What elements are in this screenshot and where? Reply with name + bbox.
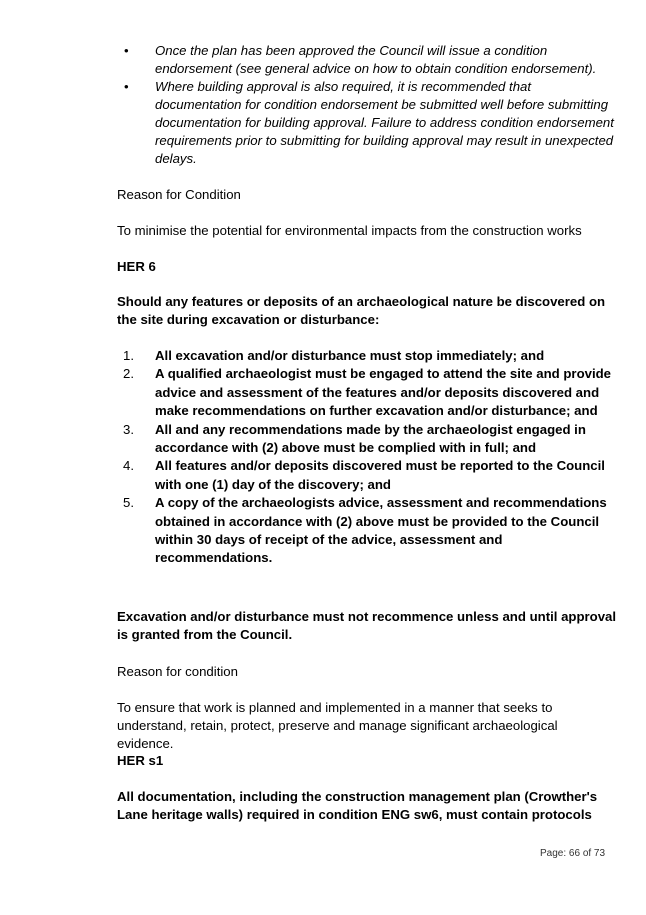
her6-intro: Should any features or deposits of an archaeological nature be discovered on the site during excavation or disturbance: [117,294,606,327]
reason-for-condition-text: To minimise the potential for environmental impacts from the construction works [117,223,582,238]
hers1-text: All documentation, including the construction management plan (Crowther's Lane heritage walls) required in condition ENG sw6, must contain protocols [117,789,598,822]
item-text: All excavation and/or disturbance must stop immediately; and [155,348,545,363]
item-number: 4. [123,458,134,474]
item-number: 3. [123,421,134,437]
endorsement-bullet-list [117,42,617,168]
item-number: 1. [123,348,134,363]
bullet-text: Where building approval is also required, it is recommended that documentation for condition endorsement be submitted well before submitting documentation for building approval. Failure to address condition endorsement requirements prior to submitting for building approval may result in unexpected delays. [155,79,614,166]
numbered-item [117,494,617,568]
bullet-symbol: • [124,43,129,58]
numbered-item [117,365,617,420]
her6-closing-statement: Excavation and/or disturbance must not recommence unless and until approval is granted from the Council. [117,609,617,642]
hers1-heading: HER s1 [117,753,164,768]
numbered-item [117,421,617,458]
her6-numbered-list [117,347,617,568]
bullet-item [117,78,617,168]
reason-for-condition-heading-2: Reason for condition [117,664,238,679]
numbered-item [117,347,617,365]
item-text: All features and/or deposits discovered must be reported to the Council with one (1) day of the discovery; and [155,458,605,492]
her6-heading: HER 6 [117,259,156,274]
item-text: A copy of the archaeologists advice, assessment and recommendations obtained in accordance with (2) above must be provided to the Council within 30 days of receipt of the advice, assessment and recommendations. [155,495,607,566]
bullet-symbol: • [124,79,129,94]
reason-for-condition-text-2: To ensure that work is planned and implemented in a manner that seeks to understand, retain, protect, preserve and manage significant archaeological evidence. [117,700,558,751]
numbered-item [117,457,617,494]
bullet-item [117,42,617,78]
bullet-text: Once the plan has been approved the Council will issue a condition endorsement (see general advice on how to obtain condition endorsement). [155,43,597,76]
item-text: A qualified archaeologist must be engaged to attend the site and provide advice and assessment of the features and/or deposits discovered and make recommendations on further excavation and/or disturbance; and [155,366,612,419]
item-text: All and any recommendations made by the archaeologist engaged in accordance with (2) above must be complied with in full; and [155,421,586,456]
item-number: 5. [123,495,134,511]
item-number: 2. [123,366,134,382]
reason-for-condition-heading: Reason for Condition [117,187,241,202]
page-number-footer: Page: 66 of 73 [540,848,606,859]
